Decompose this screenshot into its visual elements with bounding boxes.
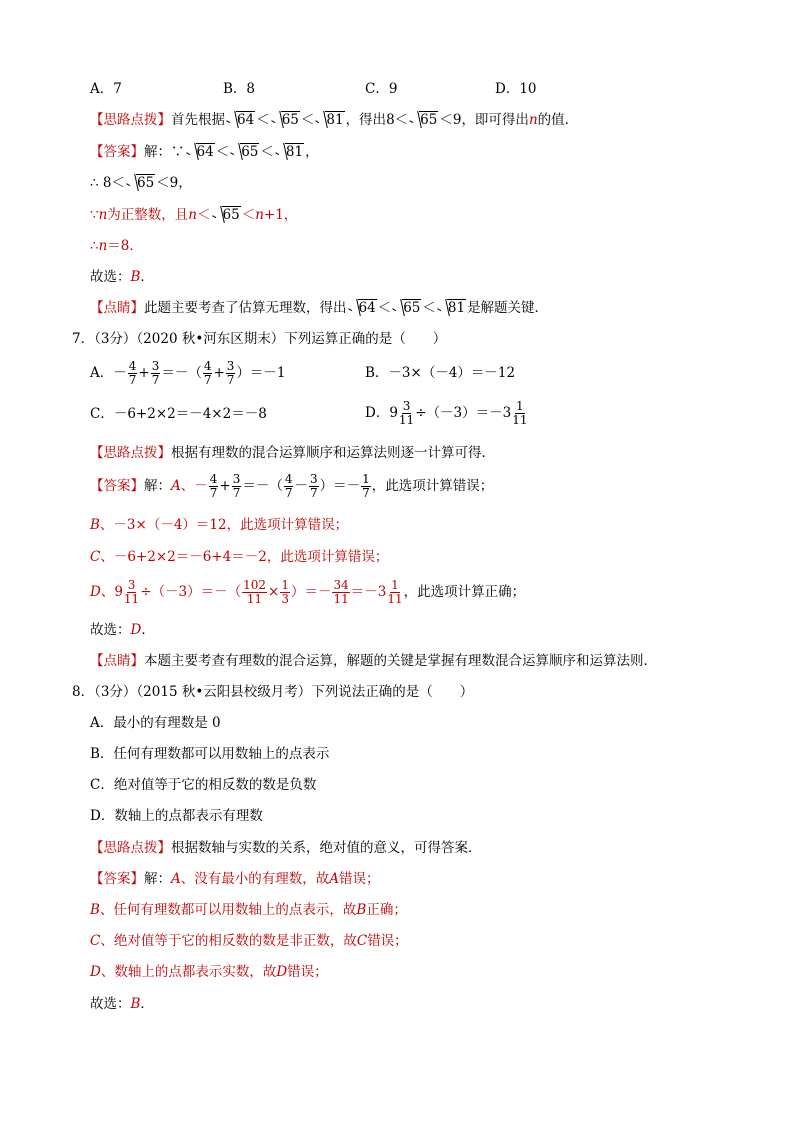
sqrt-64: 64 [348,298,377,318]
sqrt-65: 65 [392,298,421,318]
lt-sign: ＜ [241,207,256,223]
step-text: ∴ 8＜ [90,175,125,191]
q6-answer [90,142,319,162]
note-text: 是解题关键． [467,300,549,316]
sqrt-64: 64 [186,142,215,162]
q6-step2 [90,173,192,193]
q8-answer-b: B、任何有理数都可以用数轴上的点表示，故B正确； [90,902,407,918]
lt-sign: ＜ [215,144,230,160]
hint-tag: 【思路点拨】 [90,112,171,128]
q6-choose [90,267,154,287]
q7-answer-b: B、－3×（－4）＝12，此选项计算错误； [90,517,349,533]
q6-options [90,79,650,99]
note-tag: 【点睛】 [90,300,144,316]
q8-option-c: C．绝对值等于它的相反数的数是负数 [90,777,317,793]
answer-tag: 【答案】 [90,871,144,887]
lt-sign: ＜ [197,207,211,223]
note-tag: 【点睛】 [90,653,144,669]
hint-text: 首先根据 [171,112,225,128]
q7-answer-a: 【答案】解：A、－ $\frac{4}{7}$ + $\frac{3}{7}$ ＝－（ $\frac{4}{7}$ － $\frac{3}{7}$ ）＝－ $\frac{1}{7}$ ，此选项计算错误； [90,472,494,500]
var-n: n [98,207,108,223]
hint-text: 根据有理数的混合运算顺序和运算法则逐一计算可得． [171,445,495,461]
step-text: ＜9， [156,175,192,191]
hint-text: 的值． [537,112,579,128]
q6-option-c: C．9 [365,81,398,97]
note-text: 此题主要考查了估算无理数，得出 [144,300,347,316]
q6-hint [90,110,578,130]
q7-choose: 故选：D． [90,622,155,638]
q8-option-d: D．数轴上的点都表示有理数 [90,808,263,824]
answer-text: 解：∵ [144,144,185,160]
sqrt-81: 81 [437,298,466,318]
q6-note [90,298,548,318]
step-text: ∴ [90,238,99,254]
sqrt-65: 65 [409,110,438,130]
lt-sign: ＜ [300,112,315,128]
q8-answer-a: 【答案】解：A、没有最小的有理数，故A错误； [90,871,380,887]
q7-option-d: D．9 $\frac{3}{11}$ ÷（－3）＝－3 $\frac{1}{11}$ [365,399,528,427]
hint-tag: 【思路点拨】 [90,840,171,856]
sqrt-65: 65 [212,205,241,225]
q7-answer-d: D、9 $\frac{3}{11}$ ÷（－3）＝－（ $\frac{102}{11}$ × $\frac{1}{3}$ ）＝－ $\frac{34}{11}$ ＝－3 $\frac{1}{11}$ ，此选项计算正确； [90,578,526,606]
lt-sign: ＜ [260,144,274,160]
q8-option-b: B．任何有理数都可以用数轴上的点表示 [90,746,330,762]
choose-text: 故选： [90,269,131,285]
num: 9 [452,112,462,128]
var-n: n [255,207,264,223]
q7-stem: 7．（3分）（2020 秋•河东区期末）下列运算正确的是（ ） [72,331,447,347]
hint-text: 根据数轴与实数的关系，绝对值的意义，可得答案． [171,840,482,856]
num: 8 [386,112,395,128]
lt-sign: ＜ [377,300,392,316]
hint-text: ，即可得出 [461,112,529,128]
sqrt-64: 64 [226,110,255,130]
var-n: n [528,112,538,128]
q8-hint [90,838,482,858]
q8-choose: 故选：B． [90,996,154,1012]
choose-text: ． [140,269,154,285]
sqrt-65: 65 [271,110,300,130]
q8-option-a: A．最小的有理数是 0 [90,715,221,731]
lt-sign: ＜ [394,112,409,128]
var-n: n [98,238,108,254]
note-text: 本题主要考查有理数的混合运算，解题的关键是掌握有理数混合运算顺序和运算法则． [144,653,657,669]
step-text: 为正整数，且 [107,207,189,223]
choose-answer: D [130,622,142,638]
lt-sign: ＜ [422,300,436,316]
q8-stem: 8．（3分）（2015 秋•云阳县校级月考）下列说法正确的是（ ） [72,684,474,700]
sqrt-65: 65 [230,142,259,162]
q8-answer-c: C、绝对值等于它的相反数的数是非正数，故C错误； [90,933,408,949]
q6-step3 [90,205,297,225]
lt-sign: ＜ [439,112,453,128]
choose-answer: B [130,269,141,285]
q7-option-a: A．－ $\frac{4}{7}$ + $\frac{3}{7}$ ＝－（ $\frac{4}{7}$ + $\frac{3}{7}$ ）＝－1 [90,359,286,387]
answer-text: ， [305,144,319,160]
q7-note [90,651,657,671]
q6-step4 [90,236,143,256]
sqrt-65: 65 [126,173,155,193]
q6-option-d: D．10 [495,81,537,97]
q6-option-b: B．8 [223,81,256,97]
lt-sign: ＜ [256,112,270,128]
step-text: +1， [263,207,298,223]
q8-answer-d: D、数轴上的点都表示实数，故D错误； [90,964,328,980]
hint-text: ，得出 [345,112,387,128]
choose-answer: B [130,996,141,1012]
sqrt-81: 81 [275,142,304,162]
var-n: n [188,207,197,223]
step-text: ＝8． [107,238,143,254]
answer-tag: 【答案】 [90,478,144,494]
answer-tag: 【答案】 [90,144,144,160]
q7-option-c: C．－6+2×2＝－4×2＝－8 [90,406,267,422]
q7-hint [90,443,495,463]
q7-option-b: B．－3×（－4）＝－12 [365,365,516,381]
sqrt-81: 81 [315,110,344,130]
q7-answer-c: C、－6+2×2＝－6+4＝－2，此选项计算错误； [90,549,389,565]
step-text: ∵ [90,207,99,223]
q6-option-a: A．7 [90,81,122,97]
hint-tag: 【思路点拨】 [90,445,171,461]
